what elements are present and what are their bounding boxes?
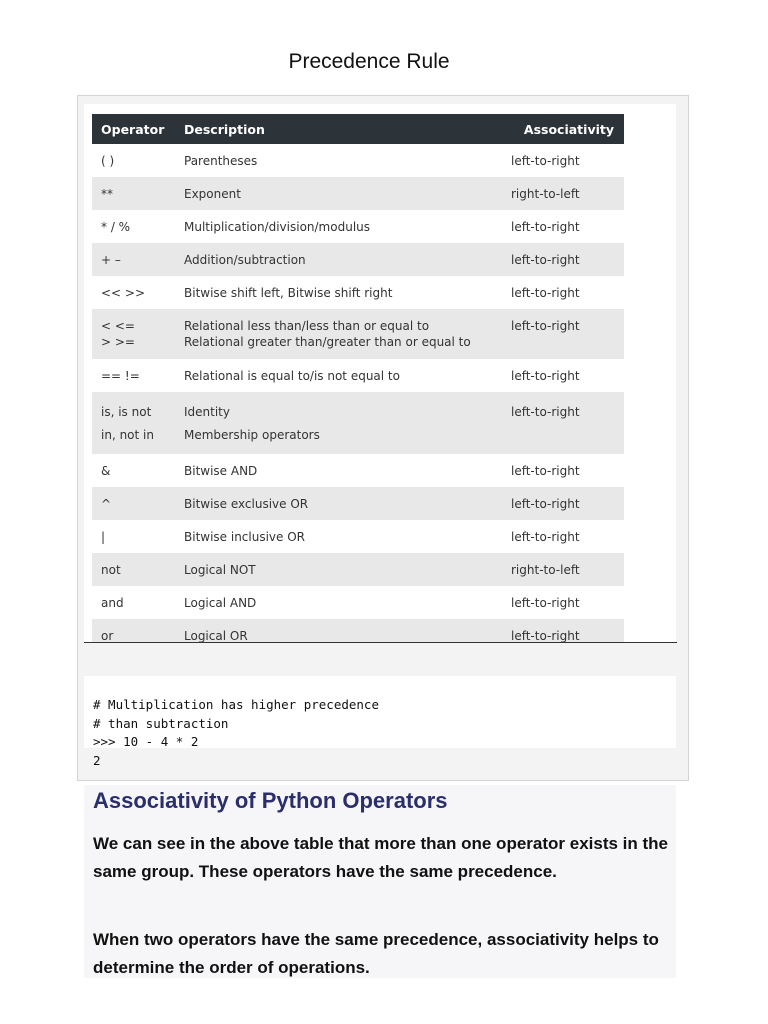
description-line: Relational less than/less than or equal to [184,319,430,333]
description-line: Identity [184,405,230,419]
description-cell: Addition/subtraction [175,243,502,276]
operator-cell: * / % [101,220,131,234]
table-header-row [92,114,624,144]
associativity-cell: left-to-right [511,286,580,300]
table-row [92,210,624,243]
precedence-table-image [84,104,676,642]
operator-cell: == != [101,369,140,383]
associativity-cell: left-to-right [511,464,580,478]
table-row [92,276,624,309]
paragraph: We can see in the above table that more than one operator exists in the same group. These operators have the same precedence. [93,834,668,881]
description-cell: Logical AND [184,596,257,610]
table-row [92,359,624,392]
operator-line: > >= [101,335,135,349]
section-heading: Associativity of Python Operators [93,788,448,813]
description-cell: Logical NOT [175,553,502,586]
associativity-cell: left-to-right [502,392,624,454]
description-line: Membership operators [184,428,320,442]
associativity-cell: left-to-right [511,220,580,234]
associativity-cell: left-to-right [502,309,624,359]
table-row [92,619,624,642]
description-cell: Bitwise inclusive OR [184,530,306,544]
description-cell: Relational is equal to/is not equal to [184,369,400,383]
operator-line: < <= [101,319,135,333]
operator-cell: & [101,464,111,478]
operator-cell [92,392,175,454]
table-row [92,243,624,276]
description-line: Relational greater than/greater than or equal to [184,335,471,349]
divider-line [84,642,677,643]
operator-cell: ( ) [101,154,115,168]
description-cell [175,309,502,359]
table-row [92,144,624,177]
operator-cell: ^ [92,487,175,520]
associativity-cell: left-to-right [502,619,624,642]
operator-cell: + – [92,243,175,276]
table-row [92,553,624,586]
operator-precedence-table [92,114,624,642]
operator-cell: not [92,553,175,586]
description-cell: Bitwise AND [184,464,258,478]
operator-cell: or [92,619,175,642]
table-row [92,309,624,359]
table-row [92,454,624,487]
operator-cell [92,309,175,359]
table-row [92,177,624,210]
table-row [92,586,624,619]
table-row [92,487,624,520]
operator-cell: | [101,530,106,544]
associativity-cell: right-to-left [502,177,624,210]
header-associativity: Associativity [502,114,624,144]
operator-line: in, not in [101,428,154,442]
description-cell: Multiplication/division/modulus [184,220,371,234]
description-cell [175,392,502,454]
code-example: # Multiplication has higher precedence # than subtraction >>> 10 - 4 * 2 2 [93,697,379,768]
description-cell: Exponent [175,177,502,210]
operator-cell: << >> [101,286,146,300]
description-cell: Parentheses [184,154,258,168]
operator-line: is, is not [101,405,152,419]
table-row [92,520,624,553]
description-cell: Bitwise exclusive OR [175,487,502,520]
description-cell: Bitwise shift left, Bitwise shift right [184,286,393,300]
associativity-cell: left-to-right [511,596,580,610]
associativity-cell: left-to-right [511,369,580,383]
associativity-cell: left-to-right [511,154,580,168]
associativity-cell: left-to-right [502,487,624,520]
header-description: Description [175,114,502,144]
operator-cell: ** [92,177,175,210]
description-cell: Logical OR [175,619,502,642]
header-operator: Operator [92,114,175,144]
paragraph: When two operators have the same precedence, associativity helps to determine the order of operations. [93,930,659,977]
operator-cell: and [101,596,124,610]
associativity-cell: left-to-right [502,243,624,276]
table-row [92,392,624,454]
associativity-cell: right-to-left [502,553,624,586]
page-title: Precedence Rule [288,50,450,73]
associativity-cell: left-to-right [511,530,580,544]
